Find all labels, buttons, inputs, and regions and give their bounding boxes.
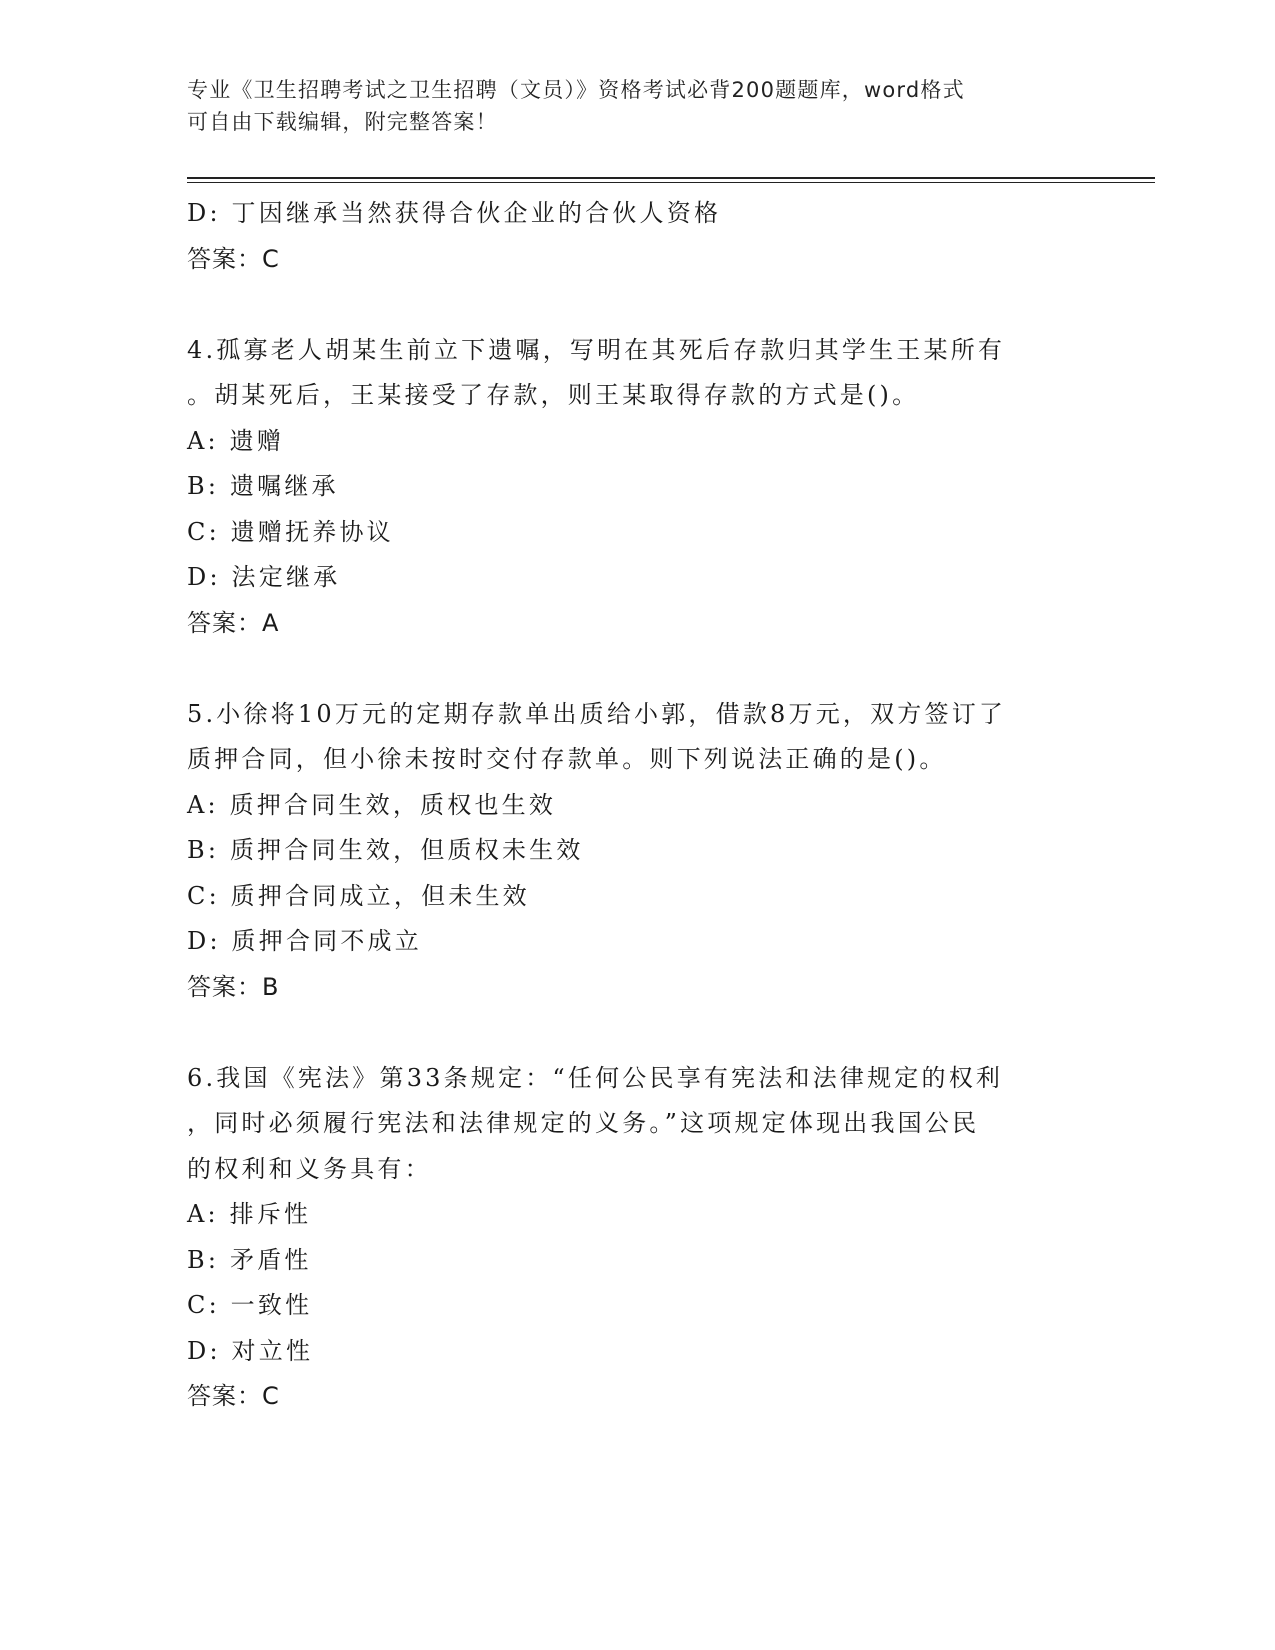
header-title-line-1: 专业《卫生招聘考试之卫生招聘（文员）》资格考试必背200题题库，word格式 [187, 78, 965, 102]
option-b: B: 遗嘱继承 [187, 472, 339, 500]
question-stem-line: 4.孤寡老人胡某生前立下遗嘱，写明在其死后存款归其学生王某所有 [187, 335, 1006, 364]
previous-question-tail [187, 191, 1087, 282]
document-header [187, 74, 1087, 138]
spacer [187, 282, 1087, 328]
option-a: A: 质押合同生效，质权也生效 [187, 790, 557, 819]
document-body [187, 191, 1087, 1420]
option-d: D: 对立性 [187, 1336, 314, 1365]
option-c: C: 一致性 [187, 1291, 313, 1319]
question-stem-line: 。胡某死后，王某接受了存款，则王某取得存款的方式是()。 [187, 381, 920, 409]
question-stem-line: ，同时必须履行宪法和法律规定的义务。”这项规定体现出我国公民 [187, 1109, 980, 1137]
option-a: A: 遗赠 [187, 426, 285, 455]
spacer [187, 1010, 1087, 1056]
header-divider-thin [187, 182, 1155, 183]
option-c: C: 质押合同成立，但未生效 [187, 881, 530, 910]
option-b: B: 矛盾性 [187, 1245, 312, 1274]
answer-line: 答案：C [187, 1382, 280, 1410]
answer-line: 答案：A [187, 608, 280, 637]
option-d: D: 丁因继承当然获得合伙企业的合伙人资格 [187, 199, 722, 227]
option-c: C: 遗赠抚养协议 [187, 517, 394, 546]
answer-line: 答案：B [187, 972, 280, 1001]
question-5 [187, 692, 1087, 1011]
answer-line: 答案：C [187, 244, 280, 273]
spacer [187, 646, 1087, 692]
question-6 [187, 1056, 1087, 1420]
question-stem-line: 5.小徐将10万元的定期存款单出质给小郭，借款8万元，双方签订了 [187, 699, 1007, 728]
option-b: B: 质押合同生效，但质权未生效 [187, 836, 584, 864]
header-divider-thick [187, 177, 1155, 179]
header-title-line-2: 可自由下载编辑，附完整答案！ [187, 110, 498, 134]
option-a: A: 排斥性 [187, 1200, 312, 1228]
question-4 [187, 328, 1087, 647]
question-stem-line: 6.我国《宪法》第33条规定：“任何公民享有宪法和法律规定的权利 [187, 1063, 1004, 1092]
question-stem-line: 质押合同，但小徐未按时交付存款单。则下列说法正确的是()。 [187, 745, 947, 773]
question-stem-line: 的权利和义务具有： [187, 1154, 432, 1183]
option-d: D: 法定继承 [187, 563, 341, 591]
option-d: D: 质押合同不成立 [187, 927, 422, 955]
